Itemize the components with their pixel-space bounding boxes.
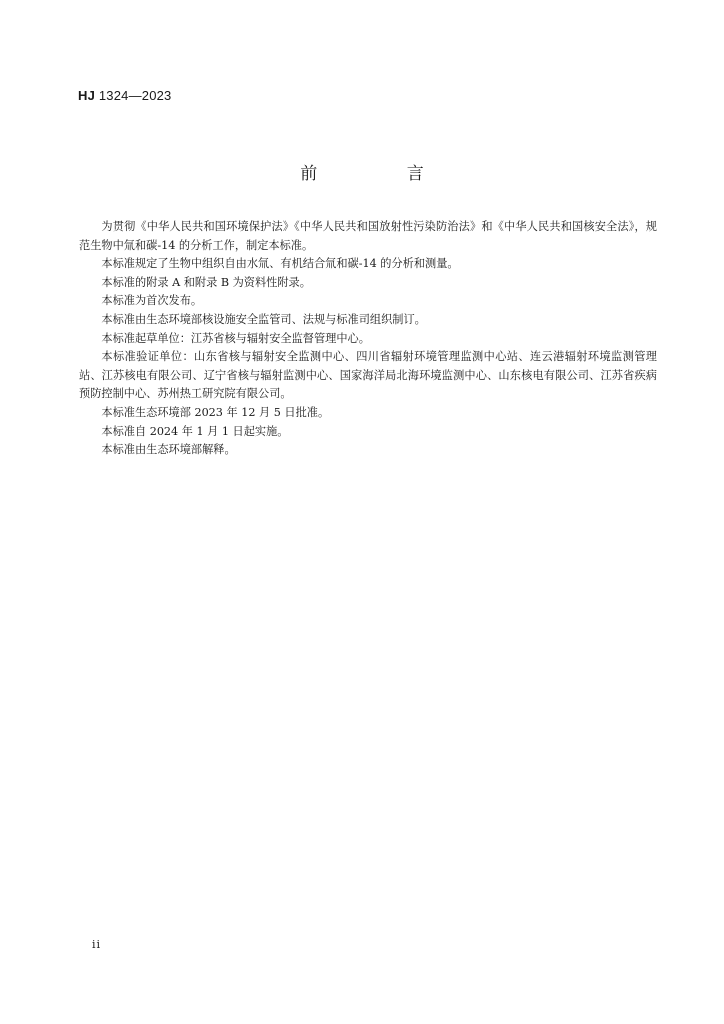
standard-code-prefix: HJ (78, 88, 96, 103)
foreword-paragraph-drafter: 本标准起草单位：江苏省核与辐射安全监督管理中心。 (101, 331, 370, 345)
foreword-paragraph-first-release: 本标准为首次发布。 (101, 294, 203, 308)
foreword-paragraph-validators: 本标准验证单位：山东省核与辐射安全监测中心、四川省辐射环境管理监测中心站、连云港辐射环境监测管理站、江苏核电有限公司、辽宁省核与辐射监测中心、国家海洋局北海环境监测中心、山东核电有限公司、江苏省疾病预防控制中心、苏州热工研究院有限公司。 (79, 350, 657, 401)
foreword-paragraph-interpretation: 本标准由生态环境部解释。 (101, 443, 236, 457)
page-number: ii (92, 938, 102, 951)
foreword-paragraph-scope: 本标准规定了生物中组织自由水氚、有机结合氚和碳-14 的分析和测量。 (101, 257, 459, 271)
foreword-body (79, 218, 657, 460)
standard-code (78, 88, 171, 103)
foreword-paragraph-approval: 本标准生态环境部 2023 年 12 月 5 日批准。 (101, 405, 330, 419)
foreword-paragraph-effective: 本标准自 2024 年 1 月 1 日起实施。 (101, 424, 289, 438)
standard-code-number: 1324—2023 (98, 88, 172, 103)
foreword-paragraph-appendix: 本标准的附录 A 和附录 B 为资料性附录。 (101, 275, 311, 289)
foreword-paragraph-organizer: 本标准由生态环境部核设施安全监管司、法规与标准司组织制订。 (101, 312, 426, 326)
page-title: 前 言 (300, 164, 466, 184)
foreword-paragraph-purpose: 为贯彻《中华人民共和国环境保护法》《中华人民共和国放射性污染防治法》和《中华人民共和国核安全法》，规范生物中氚和碳-14 的分析工作，制定本标准。 (79, 220, 657, 252)
